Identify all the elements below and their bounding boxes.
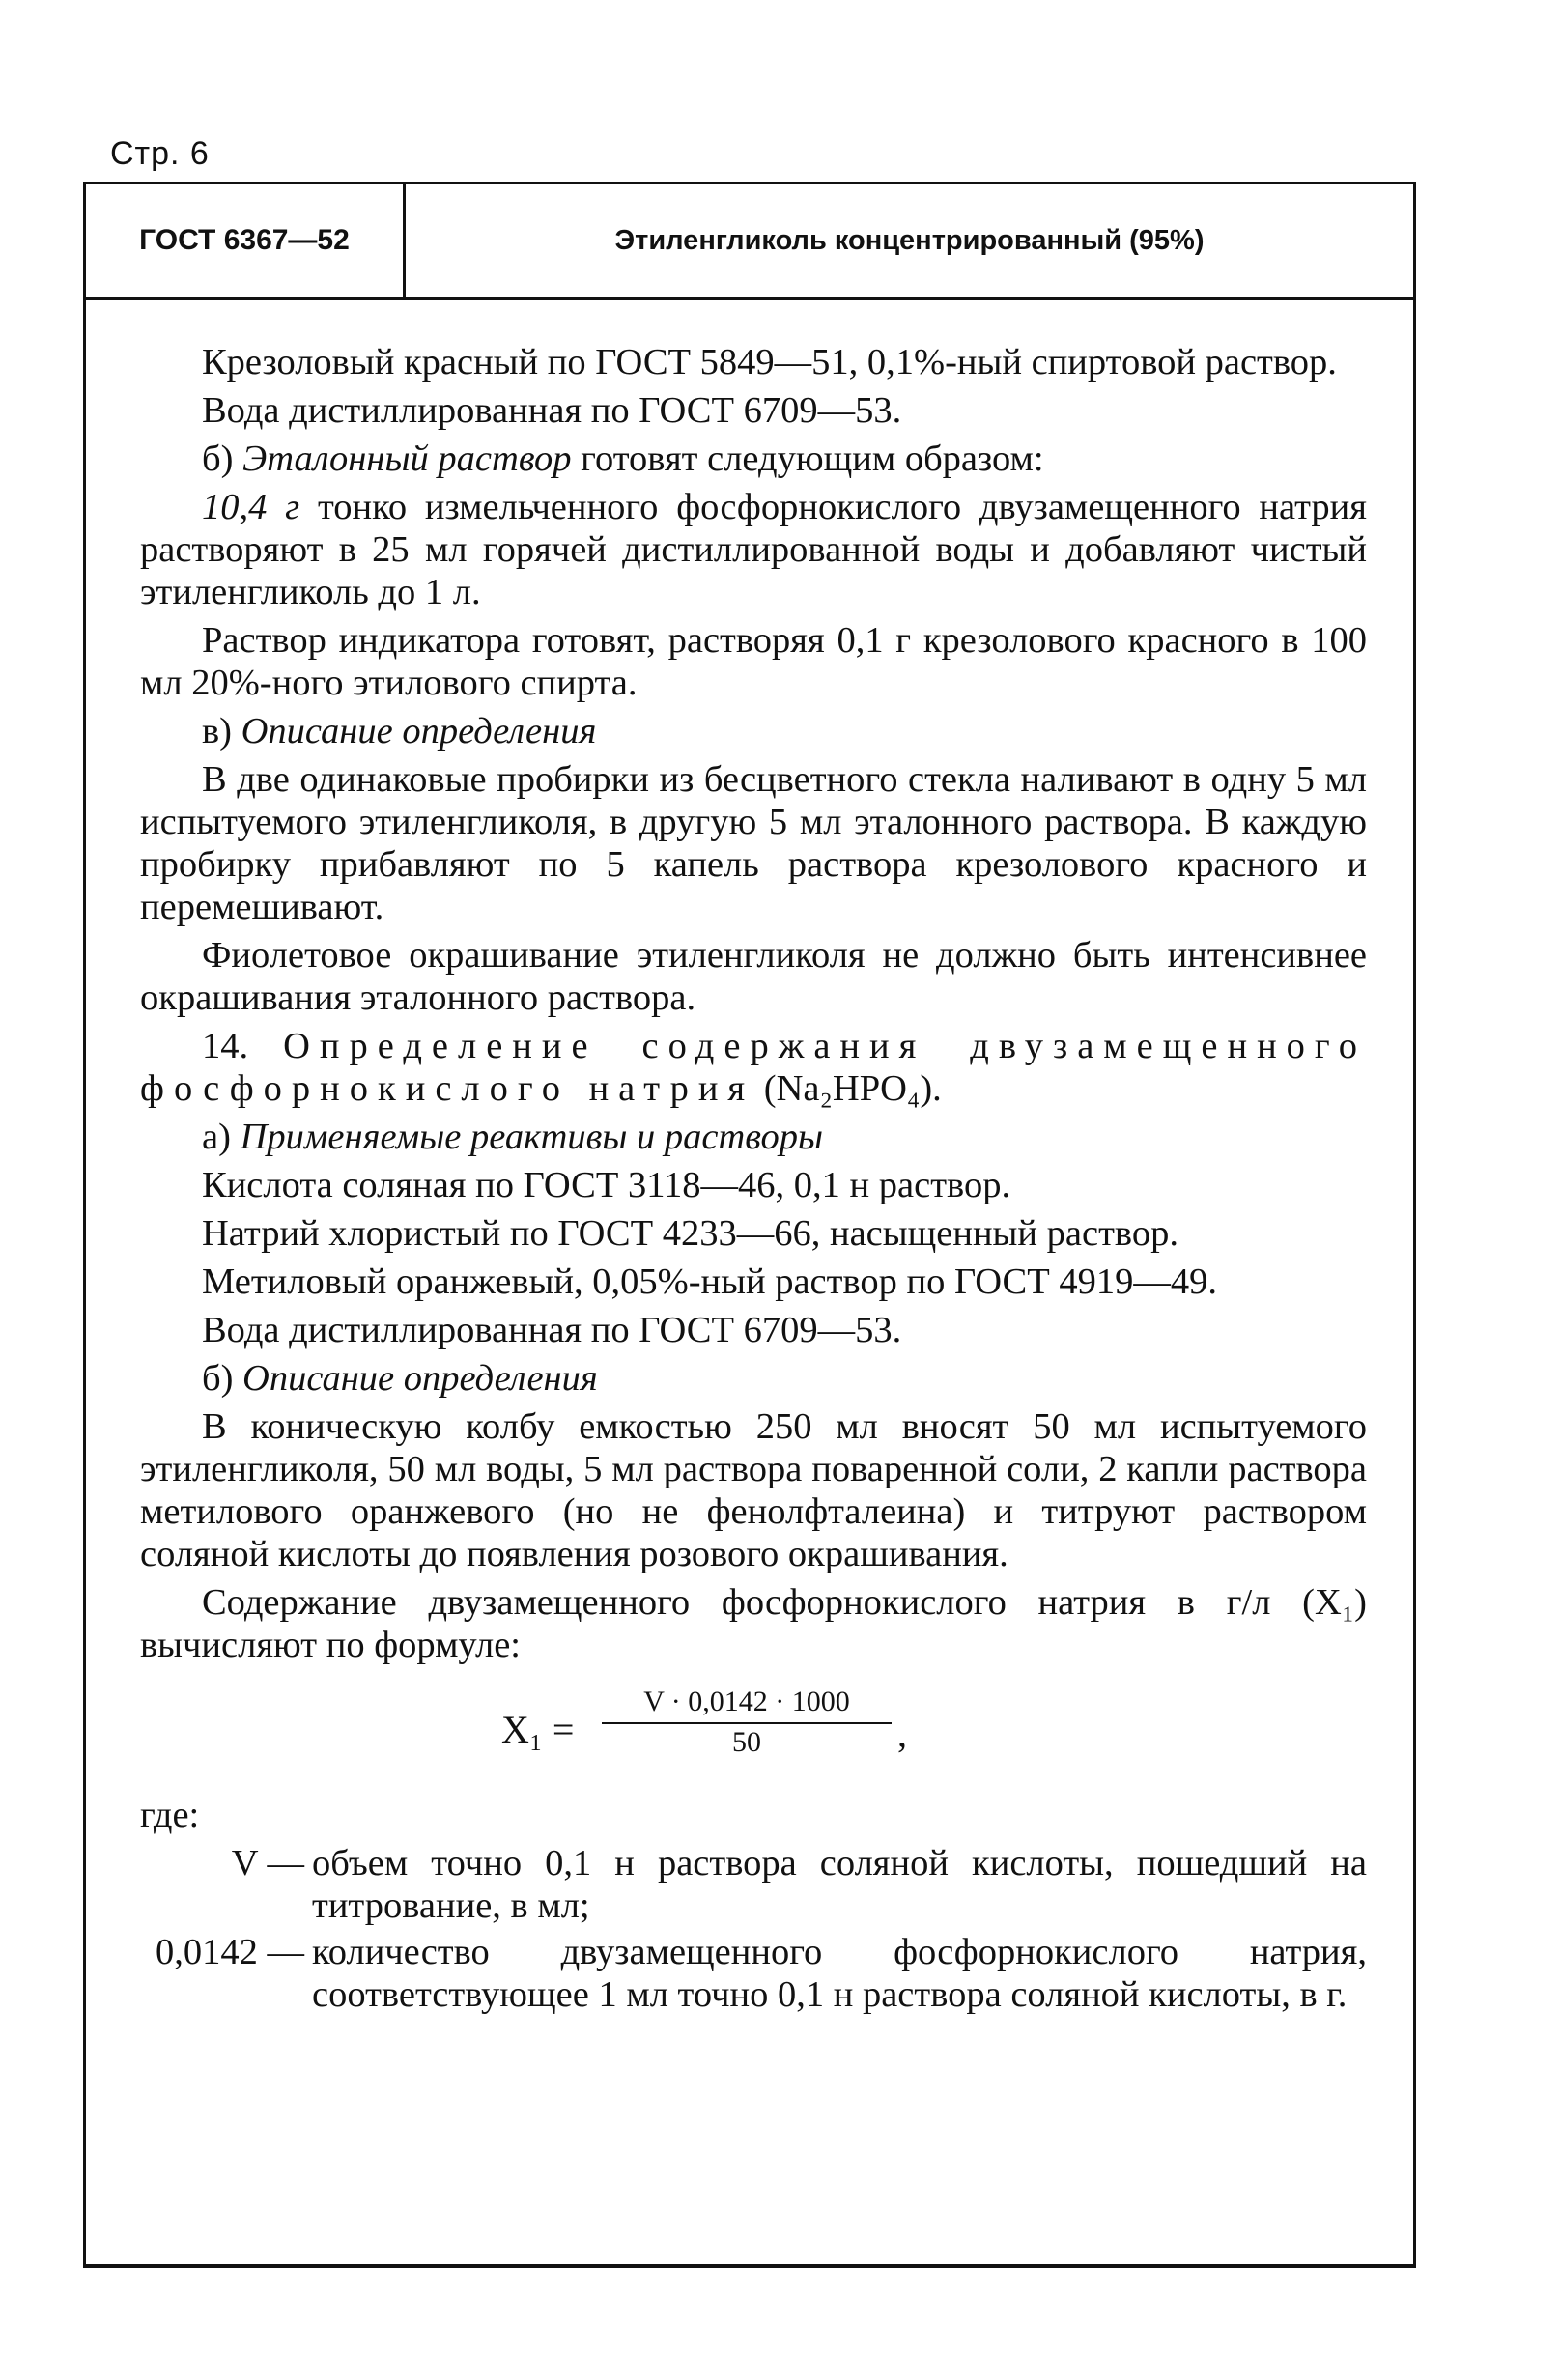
paragraph-rest: тонко измельченного фосфорнокислого двузамещенного натрия растворяют в 25 мл горячей дистиллированной воды и добавляют чистый этиленгликоль до 1 л.	[140, 487, 1367, 612]
definition-text: количество двузамещенного фосфорнокислого натрия, соответствующее 1 мл точно 0,1 н раствора соляной кислоты, в г.	[312, 1932, 1367, 2015]
italic-term: Эталонный раствор	[242, 439, 572, 479]
where-label: где:	[140, 1795, 200, 1835]
definition-row	[140, 1931, 1367, 2016]
definition-symbol: 0,0142 —	[156, 1932, 304, 1972]
paragraph: Натрий хлористый по ГОСТ 4233—66, насыщенный раствор.	[202, 1213, 1178, 1254]
paragraph: Крезоловый красный по ГОСТ 5849—51, 0,1%-ный спиртовой раствор.	[202, 342, 1337, 382]
paragraph: Фиолетовое окрашивание этиленгликоля не должно быть интенсивнее окрашивания эталонного раствора.	[140, 935, 1367, 1018]
italic-term: 10,4 г	[202, 487, 300, 527]
section-b-heading	[140, 438, 1367, 480]
section-a-heading	[140, 1116, 1367, 1158]
page-frame	[83, 182, 1416, 2268]
paragraph: Содержание двузамещенного фосфорнокислого натрия в г/л (X₁) вычисляют по формуле:	[140, 1582, 1367, 1665]
paragraph-prefix: б)	[202, 439, 243, 479]
paragraph-prefix: б)	[202, 1358, 243, 1399]
body-text	[140, 341, 1367, 2020]
italic-term: Описание определения	[242, 1358, 598, 1399]
italic-term: Применяемые реактивы и растворы	[240, 1117, 824, 1157]
paragraph: Вода дистиллированная по ГОСТ 6709—53.	[202, 1310, 902, 1350]
document-title: Этиленгликоль концентрированный (95%)	[614, 224, 1205, 256]
section-b2-heading	[140, 1357, 1367, 1400]
formula-fraction	[602, 1684, 892, 1761]
formula-lhs: X₁ =	[501, 1708, 575, 1751]
formula-numerator: V · 0,0142 · 1000	[602, 1684, 892, 1724]
paragraph: В две одинаковые пробирки из бесцветного стекла наливают в одну 5 мл испытуемого этиленгликоля, в другую 5 мл эталонного раствора. В каждую пробирку прибавляют по 5 капель раствора крезолового красного и перемешивают.	[140, 759, 1367, 927]
definition-symbol: V —	[231, 1843, 304, 1884]
formula-denominator: 50	[732, 1726, 761, 1758]
section-v-heading	[140, 710, 1367, 752]
header	[86, 184, 1413, 300]
paragraph: В коническую колбу емкостью 250 мл вносят 50 мл испытуемого этиленгликоля, 50 мл воды, 5 мл раствора поваренной соли, 2 капли раствора метилового оранжевого (но не фенолфталеина) и титруют раствором соляной кислоты до появления розового окрашивания.	[140, 1406, 1367, 1574]
paragraph: Кислота соляная по ГОСТ 3118—46, 0,1 н раствор.	[202, 1165, 1011, 1205]
section-number: 14.	[202, 1026, 284, 1066]
chemical-formula: (Na₂HPO₄).	[754, 1068, 942, 1109]
paragraph-rest: готовят следующим образом:	[571, 439, 1044, 479]
standard-number: ГОСТ 6367—52	[86, 184, 406, 297]
paragraph: Метиловый оранжевый, 0,05%-ный раствор по ГОСТ 4919—49.	[202, 1261, 1218, 1302]
paragraph	[140, 486, 1367, 613]
italic-term: Описание определения	[241, 711, 597, 751]
definition-text: объем точно 0,1 н раствора соляной кислоты, пошедший на титрование, в мл;	[312, 1843, 1367, 1926]
paragraph-prefix: а)	[202, 1117, 241, 1157]
section-14-heading	[140, 1025, 1367, 1110]
definition-row	[140, 1842, 1367, 1927]
spaced-title: Определение содержания двузамещенного фосфорнокислого натрия	[140, 1026, 1368, 1109]
paragraph-prefix: в)	[202, 711, 241, 751]
paragraph: Вода дистиллированная по ГОСТ 6709—53.	[202, 390, 902, 431]
formula-comma: ,	[897, 1712, 907, 1755]
formula	[140, 1684, 1367, 1790]
paragraph: Раствор индикатора готовят, растворяя 0,1 г крезолового красного в 100 мл 20%-ного этилового спирта.	[140, 620, 1367, 703]
page-number: Стр. 6	[110, 135, 210, 172]
